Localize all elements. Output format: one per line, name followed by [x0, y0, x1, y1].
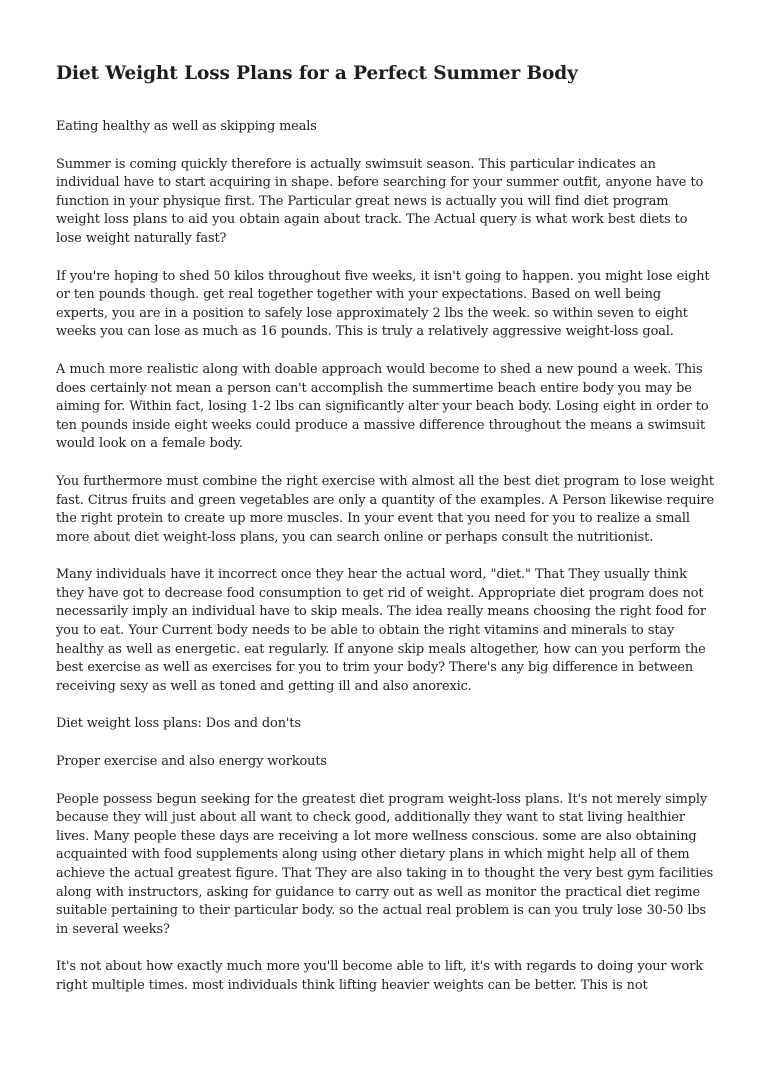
paragraph-diet-word: Many individuals have it incorrect once they hear the actual word, "diet." That They usually think they have got to decrease food consumption to get rid of weight. Appropriate diet program does not necessarily imply an individual have to skip meals. The idea really means choosing the right food for you to eat. Your Current body needs to be able to obtain the right vitamins and minerals to stay healthy as well as energetic. eat regularly. If anyone skip meals altogether, how can you perform the best exercise as well as exercises for you to trim your body? There's any big difference in between receiving sexy as well as toned and getting ill and also anorexic.: [56, 567, 706, 694]
paragraph-summer-coming: Summer is coming quickly therefore is actually swimsuit season. This particular indicates an individual have to start acquiring in shape. before searching for your summer outfit, anyone have to function in your physique first. The Particular great news is actually you will find diet program weight loss plans to aid you obtain again about track. The Actual query is what work best diets to lose weight naturally fast?: [56, 156, 704, 246]
paragraph-people-seeking: People possess begun seeking for the greatest diet program weight-loss plans. It's not merely simply because they will just about all want to check good, additionally they want to stat living healthier lives. Many people these days are receiving a lot more wellness conscious. some are also obtaining acquainted with food supplements along using other dietary plans in which might help all of them achieve the actual greatest figure. That They are also taking in to thought the very best gym facilities along with instructors, asking for guidance to carry out as well as monitor the practical diet regime suitable pertaining to their particular body. so the actual real problem is can you truly lose 30-50 lbs in several weeks?: [56, 791, 714, 937]
subheading-proper-exercise: Proper exercise and also energy workouts: [56, 754, 327, 770]
subheading-eating-healthy: Eating healthy as well as skipping meals: [56, 119, 317, 134]
paragraph-combine-exercise: You furthermore must combine the right exercise with almost all the best diet program to lose weight fast. Citrus fruits and green vegetables are only a quantity of the examples. A Person likewise require the right protein to create up more muscles. In your event that you need for you to realize a small more about diet weight-loss plans, you can search online or perhaps consult the nutritionist.: [56, 473, 714, 545]
document-title: Diet Weight Loss Plans for a Perfect Summer Body: [56, 63, 578, 84]
paragraph-shed-50-kilos: If you're hoping to shed 50 kilos throughout five weeks, it isn't going to happen. you might lose eight or ten pounds though. get real together together with your expectations. Based on well being experts, you are in a position to safely lose approximately 2 lbs the week. so within seven to eight weeks you can lose as much as 16 pounds. This is truly a relatively aggressive weight-loss goal.: [56, 268, 710, 340]
subheading-dos-and-donts: Diet weight loss plans: Dos and don'ts: [56, 716, 301, 732]
paragraph-realistic-approach: A much more realistic along with doable approach would become to shed a new pound a week. This does certainly not mean a person can't accomplish the summertime beach entire body you may be aiming for. Within fact, losing 1-2 lbs can significantly alter your beach body. Losing eight in order to ten pounds inside eight weeks could produce a massive difference throughout the means a swimsuit would look on a female body.: [56, 361, 709, 452]
paragraph-lifting-weights: It's not about how exactly much more you'll become able to lift, it's with regards to doing your work right multiple times. most individuals think lifting heavier weights can be better. This is not: [56, 959, 703, 993]
